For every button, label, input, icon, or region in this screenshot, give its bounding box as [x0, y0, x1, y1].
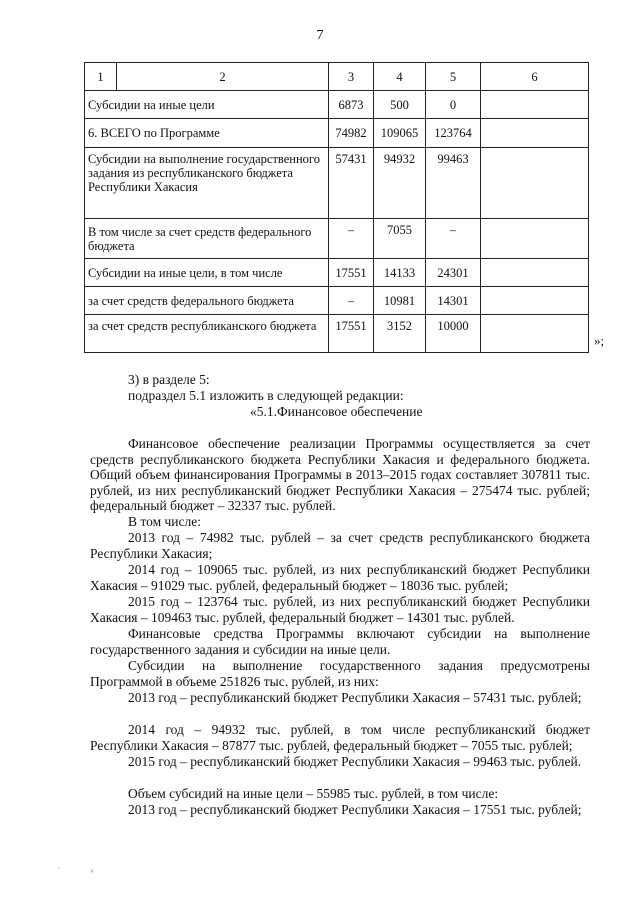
cell-2015: 10000 [426, 315, 481, 353]
header-cell: 1 [85, 63, 117, 91]
table-row [85, 287, 589, 315]
header-cell: 5 [426, 63, 481, 91]
cell-empty [481, 287, 589, 315]
section-heading: «5.1.Финансовое обеспечение [250, 404, 423, 419]
table-row [85, 91, 589, 119]
cell-2013: 57431 [329, 148, 374, 219]
paragraph: Финансовые средства Программы включают субсидии на выполнение государственного задания и субсидии на иные цели. [90, 626, 590, 657]
header-cell: 4 [374, 63, 426, 91]
cell-2015: 99463 [426, 148, 481, 219]
table-row [85, 219, 589, 259]
cell-2013: 17551 [329, 315, 374, 353]
cell-2013: 17551 [329, 259, 374, 287]
cell-2015: 24301 [426, 259, 481, 287]
cell-2013: 74982 [329, 119, 374, 148]
table-row [85, 259, 589, 287]
row-label: В том числе за счет средств федерального бюджета [85, 219, 329, 259]
cell-2014: 10981 [374, 287, 426, 315]
table-row [85, 315, 589, 353]
cell-2014: 3152 [374, 315, 426, 353]
row-label: Субсидии на иные цели, в том числе [85, 259, 329, 287]
subsection-text: подраздел 5.1 изложить в следующей редакции: [128, 388, 404, 403]
cell-2013: 6873 [329, 91, 374, 119]
scan-artifact: ́ ˟ [60, 868, 108, 878]
row-label: за счет средств федерального бюджета [85, 287, 329, 315]
closing-quote: »; [594, 333, 605, 348]
paragraph: 2014 год – 109065 тыс. рублей, из них республиканский бюджет Республики Хакасия – 91029 тыс. рублей, федеральный бюджет – 18036 тыс. рублей; [90, 562, 590, 593]
paragraph: Финансовое обеспечение реализации Программы осуществляется за счет средств республиканского бюджета Республики Хакасия и федерального бюджета. Общий объем финансирования Программы в 2013–2015 годах составляет 307811 тыс. рублей, из них республиканский бюджет Республики Хакасия – 275474 тыс. рублей; федеральный бюджет – 32337 тыс. рублей. [90, 436, 590, 514]
cell-2015: 14301 [426, 287, 481, 315]
funding-table [84, 62, 589, 353]
page-number: 7 [316, 28, 324, 43]
header-cell: 3 [329, 63, 374, 91]
paragraph: 2015 год – 123764 тыс. рублей, из них республиканский бюджет Республики Хакасия – 109463 тыс. рублей, федеральный бюджет – 14301 тыс. рублей. [90, 594, 590, 625]
paragraph: Объем субсидий на иные цели – 55985 тыс. рублей, в том числе: [128, 786, 499, 801]
cell-2014: 500 [374, 91, 426, 119]
paragraph: 2015 год – республиканский бюджет Республики Хакасия – 99463 тыс. рублей. [128, 754, 582, 769]
cell-empty [481, 148, 589, 219]
cell-empty [481, 91, 589, 119]
cell-2015: – [426, 219, 481, 259]
cell-2013: – [329, 219, 374, 259]
cell-empty [481, 119, 589, 148]
row-label: Субсидии на иные цели [85, 91, 329, 119]
header-cell: 2 [117, 63, 329, 91]
table-header-row [85, 63, 589, 91]
paragraph: 2014 год – 94932 тыс. рублей, в том числе республиканский бюджет Республики Хакасия – 87877 тыс. рублей, федеральный бюджет – 7055 тыс. рублей; [90, 722, 590, 753]
row-label: Субсидии на выполнение государственного задания из республиканского бюджета Республики Хакасия [85, 148, 329, 219]
paragraph: 2013 год – республиканский бюджет Республики Хакасия – 17551 тыс. рублей; [128, 802, 582, 817]
header-cell: 6 [481, 63, 589, 91]
cell-2014: 7055 [374, 219, 426, 259]
cell-2013: – [329, 287, 374, 315]
cell-2015: 123764 [426, 119, 481, 148]
cell-empty [481, 315, 589, 353]
cell-2014: 14133 [374, 259, 426, 287]
cell-2014: 109065 [374, 119, 426, 148]
table-row [85, 119, 589, 148]
cell-2015: 0 [426, 91, 481, 119]
cell-2014: 94932 [374, 148, 426, 219]
row-label: за счет средств республиканского бюджета [85, 315, 329, 353]
paragraph: В том числе: [128, 514, 201, 529]
cell-empty [481, 219, 589, 259]
row-label: 6. ВСЕГО по Программе [85, 119, 329, 148]
paragraph: 2013 год – республиканский бюджет Республики Хакасия – 57431 тыс. рублей; [128, 690, 582, 705]
table-row [85, 148, 589, 219]
paragraph: 2013 год – 74982 тыс. рублей – за счет средств республиканского бюджета Республики Хакасия; [90, 530, 590, 561]
item-3-text: 3) в разделе 5: [128, 372, 210, 387]
paragraph: Субсидии на выполнение государственного задания предусмотрены Программой в объеме 251826 тыс. рублей, из них: [90, 658, 590, 689]
cell-empty [481, 259, 589, 287]
